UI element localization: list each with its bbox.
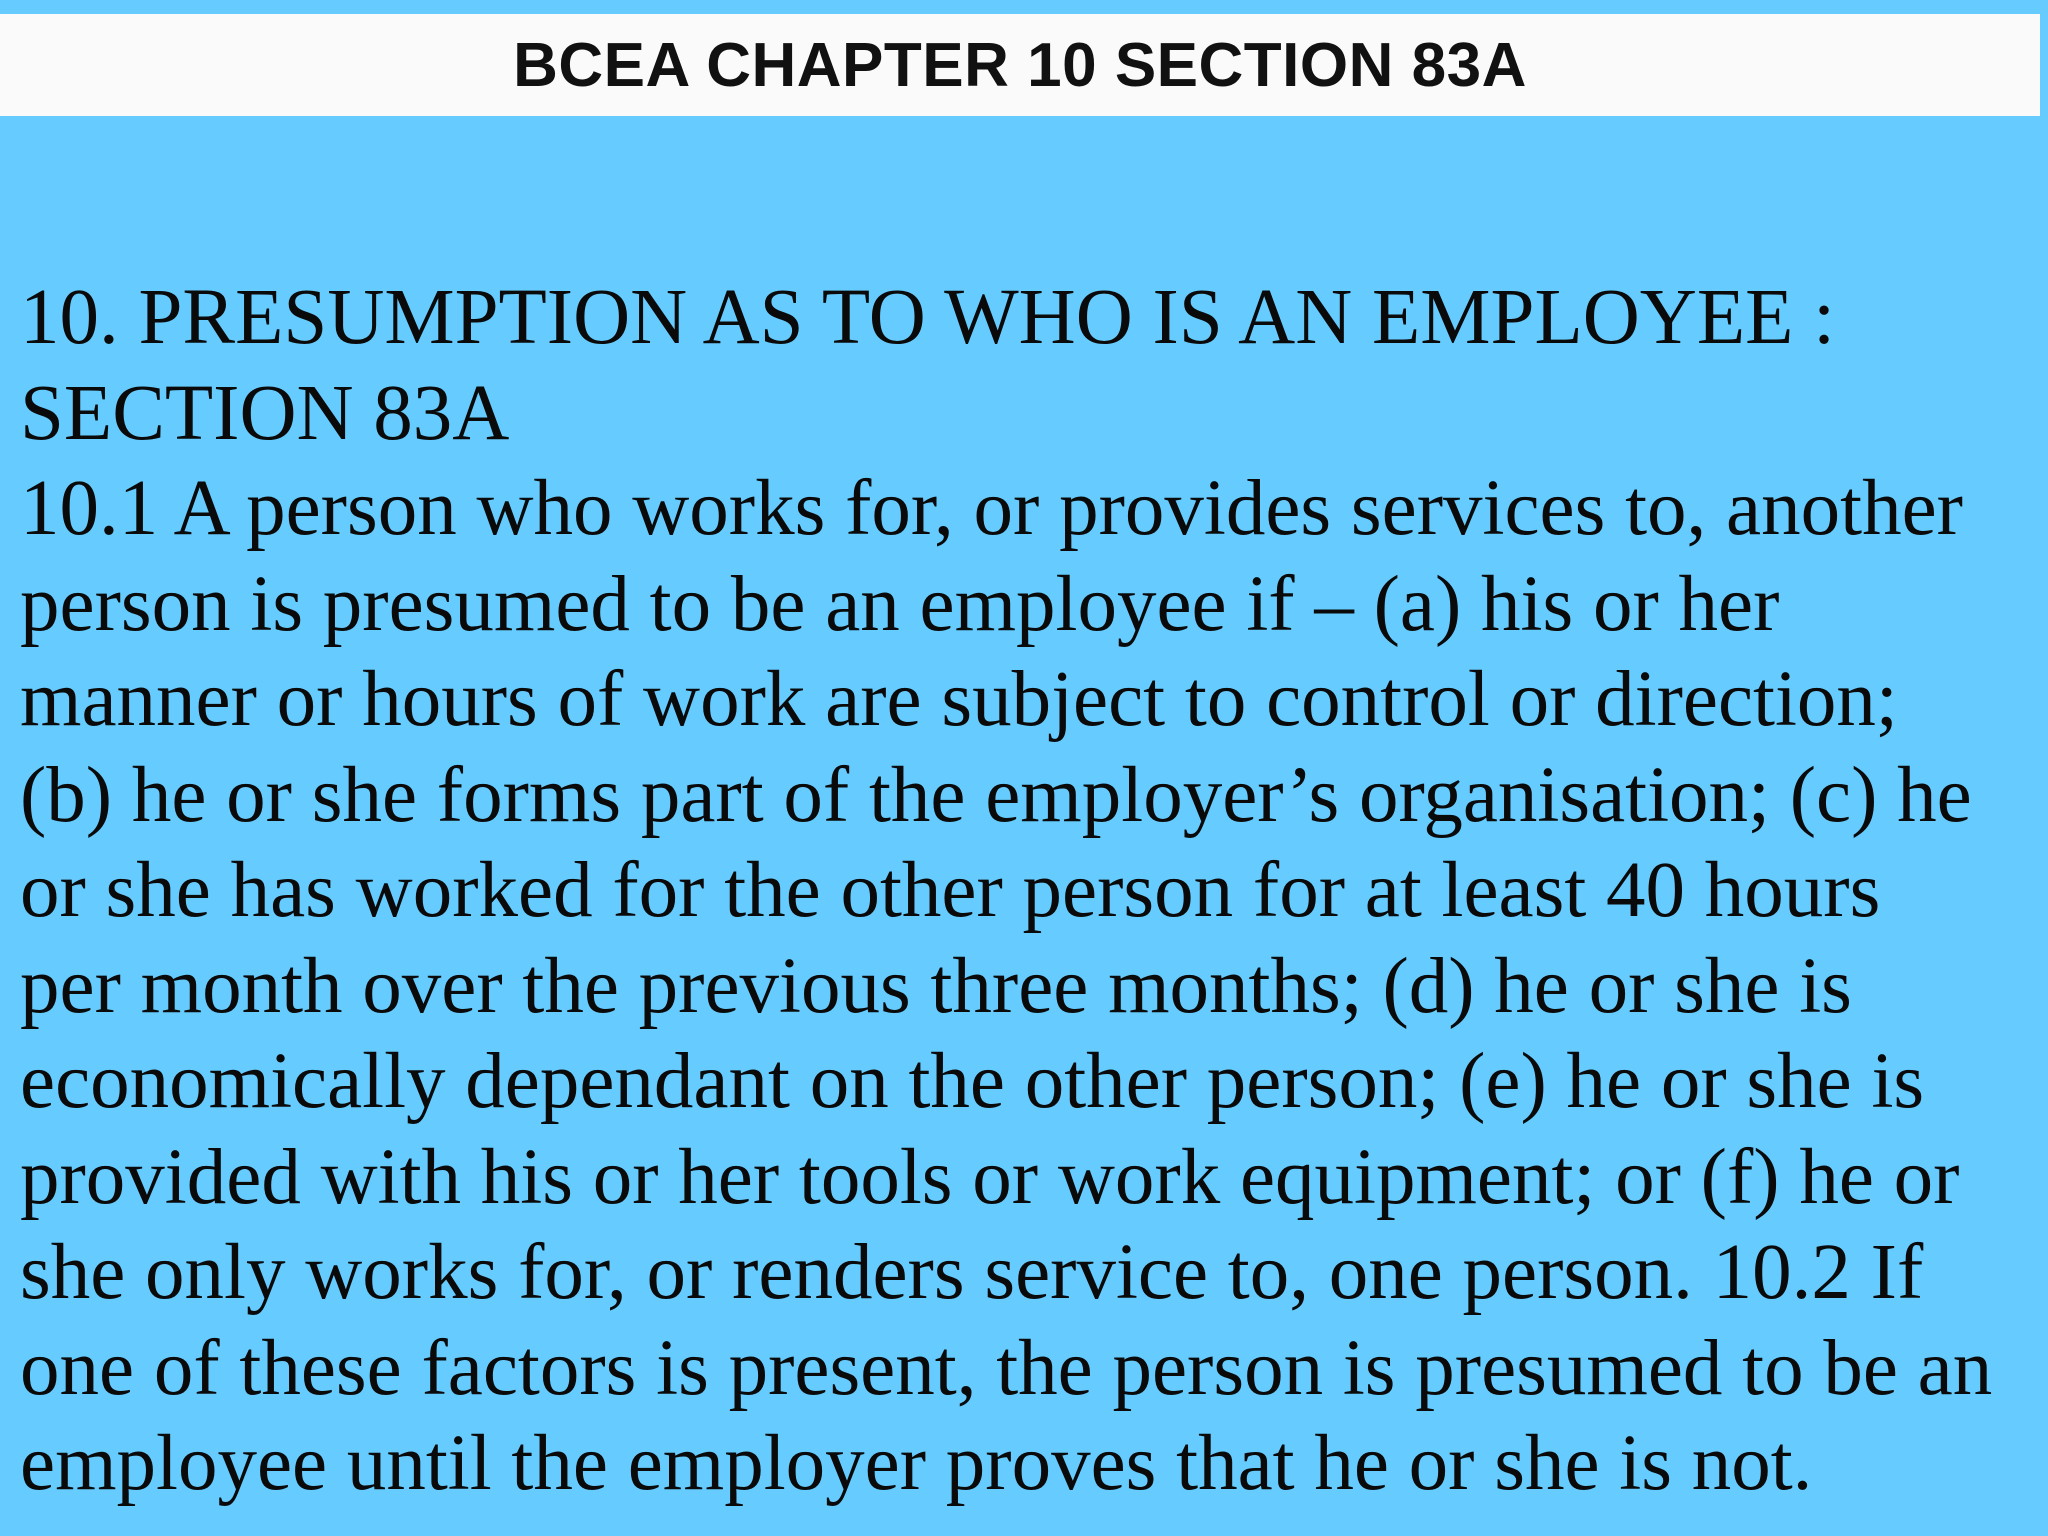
body-line-heading: 10. PRESUMPTION AS TO WHO IS AN EMPLOYEE : (20, 274, 1836, 361)
body-line: she only works for, or renders service to, one person. 10.2 If (20, 1229, 1924, 1316)
body-line: economically dependant on the other person; (e) he or she is (20, 1038, 1925, 1125)
body-line: employee until the employer proves that he or she is not. (20, 1420, 1813, 1507)
body-line: 10.1 A person who works for, or provides services to, another (20, 465, 1963, 552)
title-bar (0, 14, 2040, 116)
body-line: per month over the previous three months; (d) he or she is (20, 942, 1852, 1030)
body-line-section: SECTION 83A (20, 369, 510, 457)
body-line: one of these factors is present, the person is presumed to be an (20, 1324, 1993, 1412)
body-line: provided with his or her tools or work equipment; or (f) he or (20, 1133, 1960, 1221)
body-line: person is presumed to be an employee if – (a) his or her (20, 560, 1780, 648)
body-line: or she has worked for the other person for at least 40 hours (20, 847, 1881, 934)
slide-body (20, 270, 2035, 1512)
body-line: manner or hours of work are subject to control or direction; (20, 656, 1898, 743)
slide-title: BCEA CHAPTER 10 SECTION 83A (513, 30, 1527, 100)
body-line: (b) he or she forms part of the employer’s organisation; (c) he (20, 751, 1972, 839)
